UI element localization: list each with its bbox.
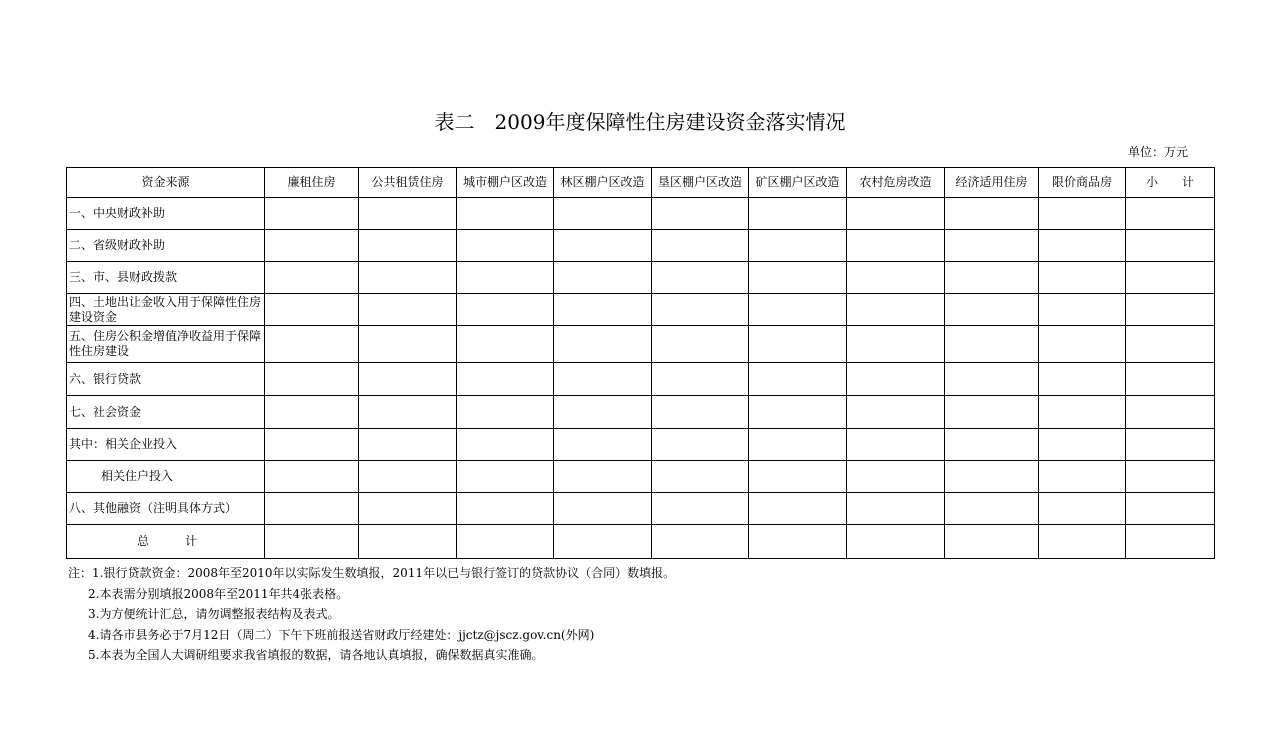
data-cell[interactable] <box>1126 493 1215 525</box>
column-header: 矿区棚户区改造 <box>749 168 847 198</box>
data-cell[interactable] <box>265 230 359 262</box>
data-cell[interactable] <box>945 429 1039 461</box>
data-cell[interactable] <box>359 294 457 326</box>
row-label: 四、土地出让金收入用于保障性住房建设资金 <box>67 294 265 326</box>
data-cell[interactable] <box>652 363 749 396</box>
data-cell[interactable] <box>457 326 554 363</box>
data-cell[interactable] <box>1039 294 1126 326</box>
column-header: 公共租赁住房 <box>359 168 457 198</box>
table-row <box>67 198 1215 230</box>
data-cell[interactable] <box>945 525 1039 559</box>
column-header: 经济适用住房 <box>945 168 1039 198</box>
data-cell[interactable] <box>554 429 652 461</box>
row-label: 五、住房公积金增值净收益用于保障性住房建设 <box>67 326 265 363</box>
data-cell[interactable] <box>265 396 359 429</box>
data-cell[interactable] <box>945 262 1039 294</box>
data-cell[interactable] <box>1039 396 1126 429</box>
data-cell[interactable] <box>652 326 749 363</box>
row-label: 三、市、县财政拨款 <box>67 262 265 294</box>
column-header: 廉租住房 <box>265 168 359 198</box>
data-cell[interactable] <box>1126 429 1215 461</box>
column-header: 限价商品房 <box>1039 168 1126 198</box>
data-cell[interactable] <box>265 429 359 461</box>
data-cell[interactable] <box>945 396 1039 429</box>
row-label: 其中：相关企业投入 <box>67 429 265 461</box>
data-cell[interactable] <box>847 396 945 429</box>
data-cell[interactable] <box>554 396 652 429</box>
data-cell[interactable] <box>1126 396 1215 429</box>
data-cell[interactable] <box>749 363 847 396</box>
data-cell[interactable] <box>359 461 457 493</box>
data-cell[interactable] <box>457 461 554 493</box>
data-cell[interactable] <box>749 493 847 525</box>
data-cell[interactable] <box>945 493 1039 525</box>
note-line: 注：1.银行贷款资金：2008年至2010年以实际发生数填报，2011年以已与银行签订的贷款协议（合同）数填报。 <box>68 566 676 580</box>
table-row <box>67 262 1215 294</box>
row-label: 八、其他融资（注明具体方式） <box>67 493 265 525</box>
column-header: 农村危房改造 <box>847 168 945 198</box>
data-cell[interactable] <box>749 262 847 294</box>
data-cell[interactable] <box>1126 230 1215 262</box>
data-cell[interactable] <box>847 363 945 396</box>
data-cell[interactable] <box>652 294 749 326</box>
note-line: 2.本表需分别填报2008年至2011年共4张表格。 <box>88 586 349 601</box>
data-cell[interactable] <box>652 262 749 294</box>
data-cell[interactable] <box>457 429 554 461</box>
data-cell[interactable] <box>945 461 1039 493</box>
data-cell[interactable] <box>265 294 359 326</box>
row-label: 一、中央财政补助 <box>67 198 265 230</box>
data-cell[interactable] <box>652 429 749 461</box>
data-cell[interactable] <box>652 396 749 429</box>
data-cell[interactable] <box>1039 363 1126 396</box>
data-cell[interactable] <box>945 294 1039 326</box>
data-cell[interactable] <box>359 493 457 525</box>
table-row <box>67 396 1215 429</box>
data-cell[interactable] <box>1039 429 1126 461</box>
data-cell[interactable] <box>749 396 847 429</box>
data-cell[interactable] <box>1039 230 1126 262</box>
data-cell[interactable] <box>359 363 457 396</box>
data-cell[interactable] <box>457 262 554 294</box>
data-cell[interactable] <box>749 198 847 230</box>
data-cell[interactable] <box>554 198 652 230</box>
data-cell[interactable] <box>847 326 945 363</box>
data-cell[interactable] <box>265 493 359 525</box>
column-header: 资金来源 <box>67 168 265 198</box>
data-cell[interactable] <box>749 461 847 493</box>
data-cell[interactable] <box>1126 525 1215 559</box>
data-cell[interactable] <box>359 326 457 363</box>
data-cell[interactable] <box>847 294 945 326</box>
data-cell[interactable] <box>554 230 652 262</box>
data-cell[interactable] <box>554 461 652 493</box>
table-row <box>67 230 1215 262</box>
data-cell[interactable] <box>265 326 359 363</box>
data-cell[interactable] <box>652 230 749 262</box>
row-label: 相关住户投入 <box>67 461 265 493</box>
header-row <box>67 168 1215 198</box>
data-cell[interactable] <box>847 429 945 461</box>
data-cell[interactable] <box>457 363 554 396</box>
data-cell[interactable] <box>265 525 359 559</box>
table-row <box>67 326 1215 363</box>
data-cell[interactable] <box>265 262 359 294</box>
data-cell[interactable] <box>1126 461 1215 493</box>
data-cell[interactable] <box>554 525 652 559</box>
data-cell[interactable] <box>359 525 457 559</box>
data-cell[interactable] <box>554 493 652 525</box>
data-cell[interactable] <box>554 294 652 326</box>
data-cell[interactable] <box>1039 326 1126 363</box>
data-cell[interactable] <box>1126 294 1215 326</box>
data-cell[interactable] <box>265 363 359 396</box>
data-cell[interactable] <box>359 429 457 461</box>
row-label: 二、省级财政补助 <box>67 230 265 262</box>
data-cell[interactable] <box>265 461 359 493</box>
data-cell[interactable] <box>945 198 1039 230</box>
data-cell[interactable] <box>457 396 554 429</box>
data-cell[interactable] <box>1126 262 1215 294</box>
note-line: 3.为方便统计汇总，请勿调整报表结构及表式。 <box>88 607 340 621</box>
data-cell[interactable] <box>1126 198 1215 230</box>
note-line: 4.请各市县务必于7月12日（周二）下午下班前报送省财政厅经建处：jjctz@jscz.gov.cn(外网) <box>88 627 595 642</box>
data-cell[interactable] <box>457 294 554 326</box>
data-cell[interactable] <box>359 230 457 262</box>
data-cell[interactable] <box>1126 363 1215 396</box>
data-cell[interactable] <box>749 525 847 559</box>
data-cell[interactable] <box>652 525 749 559</box>
table-row <box>67 493 1215 525</box>
column-header: 城市棚户区改造 <box>457 168 554 198</box>
funding-table <box>66 167 1215 559</box>
data-cell[interactable] <box>359 262 457 294</box>
data-cell[interactable] <box>749 429 847 461</box>
data-cell[interactable] <box>847 262 945 294</box>
data-cell[interactable] <box>1126 326 1215 363</box>
data-cell[interactable] <box>652 198 749 230</box>
data-cell[interactable] <box>1039 493 1126 525</box>
column-header: 林区棚户区改造 <box>554 168 652 198</box>
data-cell[interactable] <box>457 525 554 559</box>
data-cell[interactable] <box>847 230 945 262</box>
row-label: 总 计 <box>67 525 265 559</box>
data-cell[interactable] <box>847 525 945 559</box>
row-label: 六、银行贷款 <box>67 363 265 396</box>
data-cell[interactable] <box>847 493 945 525</box>
data-cell[interactable] <box>554 363 652 396</box>
data-cell[interactable] <box>652 461 749 493</box>
data-cell[interactable] <box>1039 262 1126 294</box>
data-cell[interactable] <box>945 363 1039 396</box>
data-cell[interactable] <box>1039 525 1126 559</box>
notes <box>68 563 675 666</box>
unit-label: 单位：万元 <box>1128 145 1189 159</box>
data-cell[interactable] <box>265 198 359 230</box>
data-cell[interactable] <box>1039 461 1126 493</box>
data-cell[interactable] <box>749 230 847 262</box>
data-cell[interactable] <box>457 493 554 525</box>
data-cell[interactable] <box>749 326 847 363</box>
table-row <box>67 363 1215 396</box>
data-cell[interactable] <box>749 294 847 326</box>
data-cell[interactable] <box>652 493 749 525</box>
table-row <box>67 429 1215 461</box>
column-header: 垦区棚户区改造 <box>652 168 749 198</box>
data-cell[interactable] <box>847 461 945 493</box>
data-cell[interactable] <box>359 396 457 429</box>
note-line: 5.本表为全国人大调研组要求我省填报的数据，请各地认真填报，确保数据真实准确。 <box>88 648 544 662</box>
data-cell[interactable] <box>945 326 1039 363</box>
data-cell[interactable] <box>457 198 554 230</box>
data-cell[interactable] <box>554 262 652 294</box>
data-cell[interactable] <box>945 230 1039 262</box>
data-cell[interactable] <box>1039 198 1126 230</box>
table-row <box>67 525 1215 559</box>
table-row <box>67 294 1215 326</box>
data-cell[interactable] <box>554 326 652 363</box>
table-row <box>67 461 1215 493</box>
data-cell[interactable] <box>457 230 554 262</box>
data-cell[interactable] <box>847 198 945 230</box>
row-label: 七、社会资金 <box>67 396 265 429</box>
page-title: 表二 2009年度保障性住房建设资金落实情况 <box>434 110 846 134</box>
column-header: 小 计 <box>1126 168 1215 198</box>
data-cell[interactable] <box>359 198 457 230</box>
